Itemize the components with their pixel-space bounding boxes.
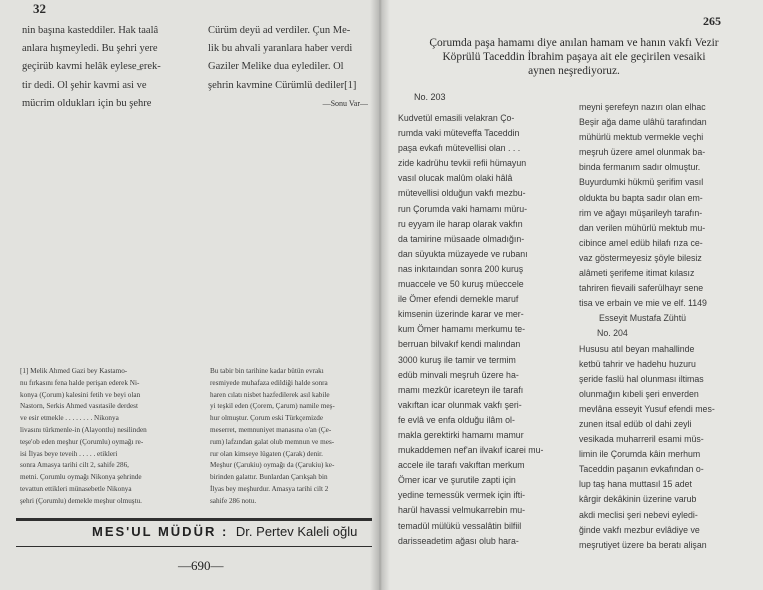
editor-top-rule [16,518,372,521]
text-line: tir dedi. Ol şehir kavmi asi ve [22,79,147,91]
text-line: temadül mülükü vessalâtin bilfiil [398,520,522,531]
text-line: Gaziler Melike dua eylediler. Ol [208,61,344,73]
editor-bottom-rule [16,546,372,547]
text-line: nas inkıtaından sonra 200 kuruş [398,263,524,274]
text-line: mukaddemen nef'an ilvakıf icarei mu- [398,445,544,456]
bottom-page-number: —690— [178,558,224,573]
right-page-number: 265 [703,14,721,28]
editor-line [92,524,357,539]
article-title [398,36,750,79]
text-line: akdi meclisi şeri nebevi eyledi- [579,509,698,520]
editor-name: Dr. Pertev Kaleli oğlu [235,524,358,539]
text-line: tisa ve erbain ve mie ve elf. 1149 [579,298,707,309]
text-line: yedine temessük vermek için ifti- [398,490,526,501]
text-line: zide kadrühu tevkii refii hümayun [398,158,527,169]
text-line: anlara hışmeyledi. Bu şehri yere [22,43,158,55]
text-line: rumda vaki müteveffa Taceddin [398,128,520,139]
book-gutter [370,0,390,590]
document-number-203: No. 203 [414,92,446,102]
text-line: şeride faslü hal olunması iltimas [579,373,704,384]
text-line: nin başına kasteddiler. Hak taalâ [22,25,159,36]
text-line: dan verilen mühürlü mektub mu- [579,222,706,233]
text-line: harül havassi velmukarrebin mu- [398,505,526,516]
text-line: lik bu ahvali yaranlara haber verdi [208,43,353,55]
footnote-line: tevattun ettikleri münasebetle Nikonya [20,484,132,493]
footnote-line: sahife 286 notu. [210,496,257,505]
text-line: olunmağın kıbeli şeri enverden [579,388,699,399]
title-line: Köprülü Taceddin İbrahim paşaya ait ele geçirilen vesaiki [442,51,706,64]
footnote-line: livasını türkmenle-in (Alayontlu) nesilinden [20,425,147,434]
text-line: vakıftan icar olunmak vakfı şeri- [398,399,522,410]
right-body-column-2 [579,100,747,553]
text-line: mevlâna esseyit Yusuf efendi mes- [579,403,715,414]
text-line: muaccele ve 50 kuruş müeccele [398,279,524,290]
footnote-line: haren cılatı nisbet hazfedilerek asıl kabile [210,390,330,399]
text-line: vesikada muharreril esami müs- [579,434,704,445]
text-line: rim ve ağayı müşarileyh tarafın- [579,207,703,218]
text-line: mütevellisi olduğun vakfı mezbu- [398,188,526,199]
footnote-line: Nastorn, Serkis Ahmed vasıtasile derdest [20,402,138,411]
text-line: oldukta bu bapta sadır olan em- [579,192,703,203]
footnote-line: metni. Çorumlu oymağı Nikonya şehrinde [20,473,142,482]
footnote-line: teşe'ob eden meşhur (Çorumlu) oymağı re- [20,437,144,446]
right-body-column-1 [398,111,566,549]
text-line: Hususu atıl beyan mahallinde [579,343,695,354]
footnote-line: isi İlyas beye teveih . . . . . etikleri [20,449,118,458]
footnote-line: Meşhur (Çarukiu) oymağı da (Çarukiu) ke- [210,461,335,470]
footnote-line: hur olmuştur. Çorum eski Türkçemizde [210,414,324,423]
footnote-column-2 [210,366,372,508]
text-line: kârgir dekâkinin üzerine varub [579,494,697,505]
text-line: alâmeti şerifeme itimat kılasız [579,268,695,279]
footnote-line: konya (Çorum) kalesini fetih ve beyi olan [20,390,141,399]
text-line: Beşir ağa dame ulâhü tarafından [579,117,707,128]
text-line: mücrim oldukları için bu şehre [22,97,152,109]
text-line: Kudvetül emasili velakran Ço- [398,113,515,123]
text-line: paşa evkafı mütevellisi olan . . . [398,143,521,154]
footnote-line: sonra Amasya tarihi cilt 2, sahife 286, [20,461,129,470]
text-line: binda fermanım sadır olmuştur. [579,162,701,173]
text-line: ğinde vakfı mezbur evlâdiye ve [579,524,700,535]
text-line: makla gerektirki hamamı mamur [398,429,524,440]
text-line: tahriren fievaili saferülhayr sene [579,283,704,294]
text-line: meşrutiyet üzere ba beratı alişan [579,539,707,550]
footnote-line: meserret, memnuniyet manasına o'an (Çe- [210,425,332,434]
text-line: limin ile Çorumda kâin merhum [579,449,701,460]
footnote-line: Bu tabir bin tarihine kadar bütün evrakı [210,367,324,375]
text-line: Cürüm deyü ad verdiler. Çun Me- [208,25,351,36]
text-line: zunen itsal edüb ol dahi zeyli [579,418,692,429]
title-line: aynen neşrediyoruz. [528,65,620,78]
text-line: mamı mezkûr icareteyn ile tarafı [398,384,524,395]
text-line: kimsenin üzerinde karar ve mer- [398,309,524,320]
text-line: ru eyyam ile harap olarak vakfın [398,218,523,229]
text-line: fe evlâ ve enfa olduğu ilâm ol- [398,414,515,425]
footnote-line: [1] Melik Ahmed Gazi bey Kastamo- [20,367,128,375]
footnote-line: şehri (Çorumlu) demekle meşhur olmuştu. [20,496,142,505]
text-line: Taceddin paşanın evkafından o- [579,464,704,475]
text-line: darisseadetim ağası olub hara- [398,535,519,546]
text-line: kum Ömer hamamı merkumu te- [398,324,526,335]
text-line: accele ile tarafı vakıftan merkum [398,460,525,471]
text-line: meyni şerefeyn nazırı olan elhac [579,102,706,112]
footnote-line: rur olan kimseye lügaten (Çarak) denir. [210,449,323,458]
left-page [0,0,380,590]
footnote-line: resmiyede muhafaza edildiği halde sonra [210,378,328,387]
footnote-line: birinden galattır. Bunlardan Çarıkşah bin [210,473,328,482]
document-number-204: No. 204 [597,328,628,339]
footnote-column-1 [20,366,198,508]
footnote-line: nu fırkasını fena halde perişan ederek Ni- [20,378,140,387]
text-line: 3000 kuruş ile tamir ve termim [398,354,516,365]
text-line: dan süyukta müzayede ve rubanı [398,248,528,259]
footnote-line: İlyas bey meşhurdur. Amasya tarihi cilt 2 [210,484,329,493]
text-line: berruan bilvakıf kendi malından [398,339,521,350]
text-line: lup taş hana muttasıl 15 adet [579,479,692,490]
left-page-number: 32 [33,1,46,16]
text-line: mühürlü mektub vermekle veçhi [579,132,704,143]
editor-label: MES'UL MÜDÜR : [92,524,229,539]
footnote-line: ve esir etmekle . . . . . . . . Nikonya [20,414,119,423]
text-line: geçirüb kavmi helâk eylese ̲erek- [22,61,161,73]
text-line: edüb minvali meşruh üzere ha- [398,369,519,380]
footnote-line: rum) lafzından galat olub memnun ve mes- [210,437,335,446]
text-line: cibince amel edüb hilafı rıza ce- [579,237,703,248]
text-line: vaz göstermeyesiz şöyle bilesiz [579,252,702,263]
text-line: ile Ömer efendi demekle maruf [398,294,519,305]
text-line: meşruh üzere amel olunmak ba- [579,147,706,158]
left-body-column-2 [208,22,368,113]
text-line: ketbü tahrir ve hadehu huzuru [579,358,696,369]
footnote-line: yi teşkil eden (Çorem, Çarum) namile meş- [210,402,335,411]
text-line: run Çorumda vaki hamamı müru- [398,203,528,214]
left-body-column-1 [22,22,194,113]
text-line: Buyurdumki hükmü şerifim vasıl [579,177,704,188]
text-line: Ömer icar ve şurutile zapti için [398,475,516,486]
text-line: da tamirine müsaade olmadığın- [398,233,525,244]
text-line: şehrin kavmine Cürümlü dediler[1] [208,79,357,91]
title-line: Çorumda paşa hamamı diye anılan hamam ve hanın vakfı Vezir [429,37,719,49]
continued-note: —Sonu Var— [322,98,368,108]
text-line: vasıl olucak malûm olaki hâlâ [398,173,513,184]
signature-line: Esseyit Mustafa Zühtü [599,313,687,324]
